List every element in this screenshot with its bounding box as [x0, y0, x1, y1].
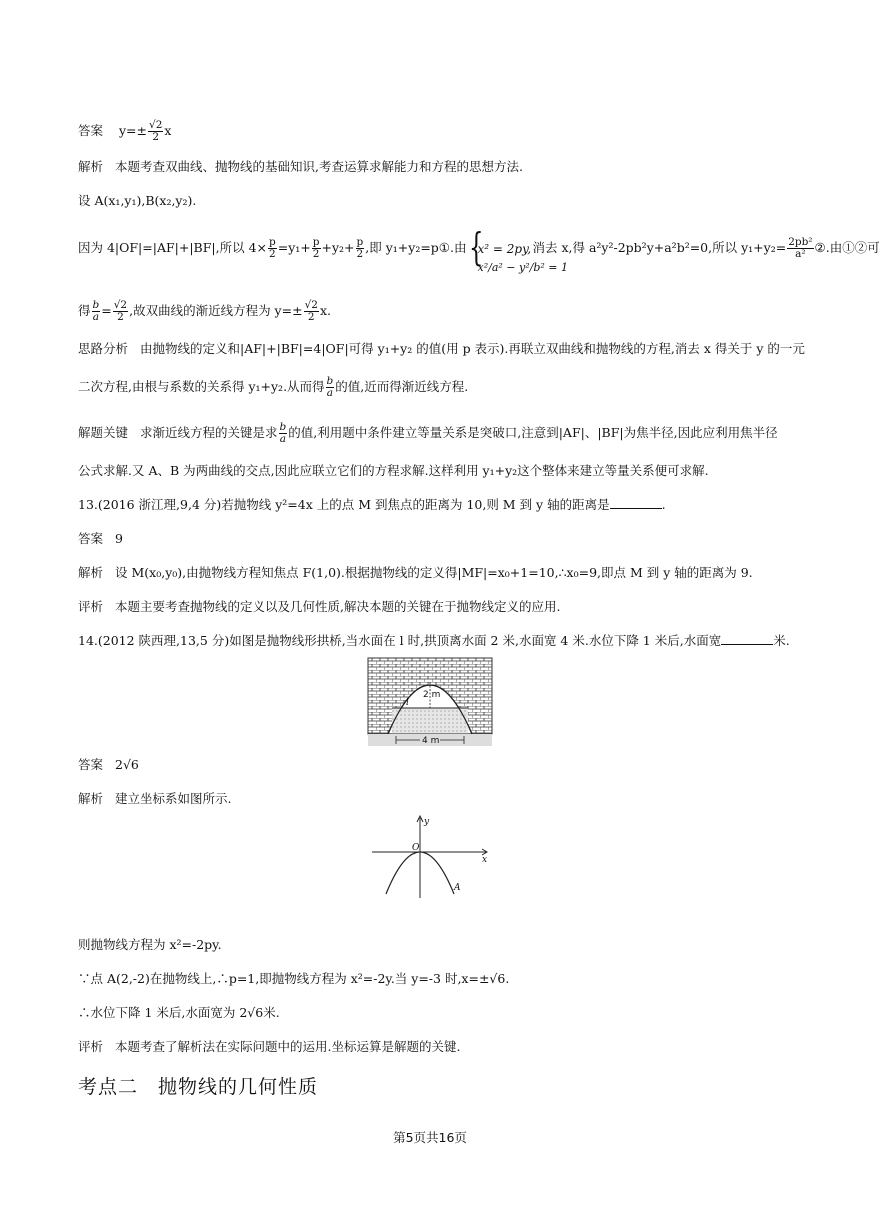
answer-13: 答案 9	[78, 531, 123, 546]
answer-prefix: y=±	[119, 123, 148, 138]
answer-label: 答案	[78, 123, 104, 138]
analysis-13: 解析 设 M(x₀,y₀),由抛物线方程知焦点 F(1,0).根据抛物线的定义得|MF|=x₀+1=10,∴x₀=9,即点 M 到 y 轴的距离为 9.	[78, 565, 753, 580]
analysis-14: 解析 建立坐标系如图所示.	[78, 791, 232, 806]
key-line-1: 解题关键 求渐近线方程的关键是求 $\frac{b}{a}$ 的值,利用题中条件建立等量关系是突破口,注意到|AF|、|BF|为焦半径,因此应利用焦半径	[78, 421, 778, 445]
answer-blank	[610, 496, 662, 509]
get-line: 得 $\frac{b}{a}$ = $\frac{√2}{2}$ ,故双曲线的渐近线方程为 y=± $\frac{√2}{2}$ x.	[78, 299, 331, 323]
point-a-label: A	[454, 883, 461, 893]
parabola-graph	[368, 814, 492, 898]
label-l: l	[406, 698, 409, 708]
question-13: 13.(2016 浙江理,9,4 分)若抛物线 y²=4x 上的点 M 到焦点的距离为 10,则 M 到 y 轴的距离是 .	[78, 497, 666, 512]
therefore-line: ∴水位下降 1 米后,水面宽为 2√6米.	[78, 1005, 280, 1020]
idea-line-1: 思路分析 由抛物线的定义和|AF|+|BF|=4|OF|可得 y₁+y₂ 的值(用 p 表示).再联立双曲线和抛物线的方程,消去 x 得关于 y 的一元	[78, 341, 805, 356]
key-label: 解题关键	[78, 425, 129, 440]
fraction: $\frac{√2}{2}$	[149, 119, 163, 143]
section-title: 考点二 抛物线的几何性质	[78, 1076, 319, 1098]
analysis-line	[78, 158, 523, 176]
answer-14: 答案 2√6	[78, 757, 139, 772]
label-2m: 2 m	[423, 690, 441, 700]
question-14: 14.(2012 陕西理,13,5 分)如图是抛物线形拱桥,当水面在 l 时,拱顶离水面 2 米,水面宽 4 米.水位下降 1 米后,水面宽 米.	[78, 633, 790, 648]
idea-line-2: 二次方程,由根与系数的关系得 y₁+y₂.从而得 $\frac{b}{a}$ 的值,近而得渐近线方程.	[78, 375, 469, 399]
analysis-label: 解析	[78, 159, 104, 174]
comment-13: 评析 本题主要考查抛物线的定义以及几何性质,解决本题的关键在于抛物线定义的应用.	[78, 599, 561, 614]
answer-line	[78, 120, 171, 143]
answer-suffix: x	[164, 123, 172, 138]
key-line-2: 公式求解.又 A、B 为两曲线的交点,因此应联立它们的方程求解.这样利用 y₁+y₂这个整体来建立等量关系便可求解.	[78, 463, 709, 478]
set-line: 设 A(x₁,y₁),B(x₂,y₂).	[78, 193, 197, 208]
analysis-text: 本题考查双曲线、抛物线的基础知识,考查运算求解能力和方程的思想方法.	[115, 159, 523, 174]
axis-x-label: x	[482, 855, 488, 865]
because-line: 因为 4|OF|=|AF|+|BF|,所以 4× $\frac{p}{2}$ =y₁+ $\frac{p}{2}$ +y₂+ $\frac{p}{2}$ ,即 y₁+y₂=p①.由 { x² = 2py, x²/a² − y²/b² = 1 消去 x,得 a²y²-2pb²y+a²b²=0,所以 y₁+y₂= $\frac{\text{2pb²}}{\text{a²}}$ ②.由①②可	[78, 224, 880, 274]
comment-14: 评析 本题考查了解析法在实际问题中的运用.坐标运算是解题的关键.	[78, 1039, 461, 1054]
page-footer: 第5页共16页	[393, 1130, 467, 1145]
axis-y-label: y	[424, 817, 430, 827]
equation-system: { x² = 2py, x²/a² − y²/b² = 1	[468, 224, 568, 274]
origin-label: O	[412, 843, 420, 853]
bridge-figure	[368, 658, 492, 746]
since-line: ∵点 A(2,-2)在抛物线上,∴p=1,即抛物线方程为 x²=-2y.当 y=-3 时,x=±√6.	[78, 971, 510, 986]
then-line: 则抛物线方程为 x²=-2py.	[78, 937, 222, 952]
answer-blank	[721, 632, 773, 645]
idea-label: 思路分析	[78, 341, 129, 356]
label-4m: 4 m	[422, 736, 440, 746]
